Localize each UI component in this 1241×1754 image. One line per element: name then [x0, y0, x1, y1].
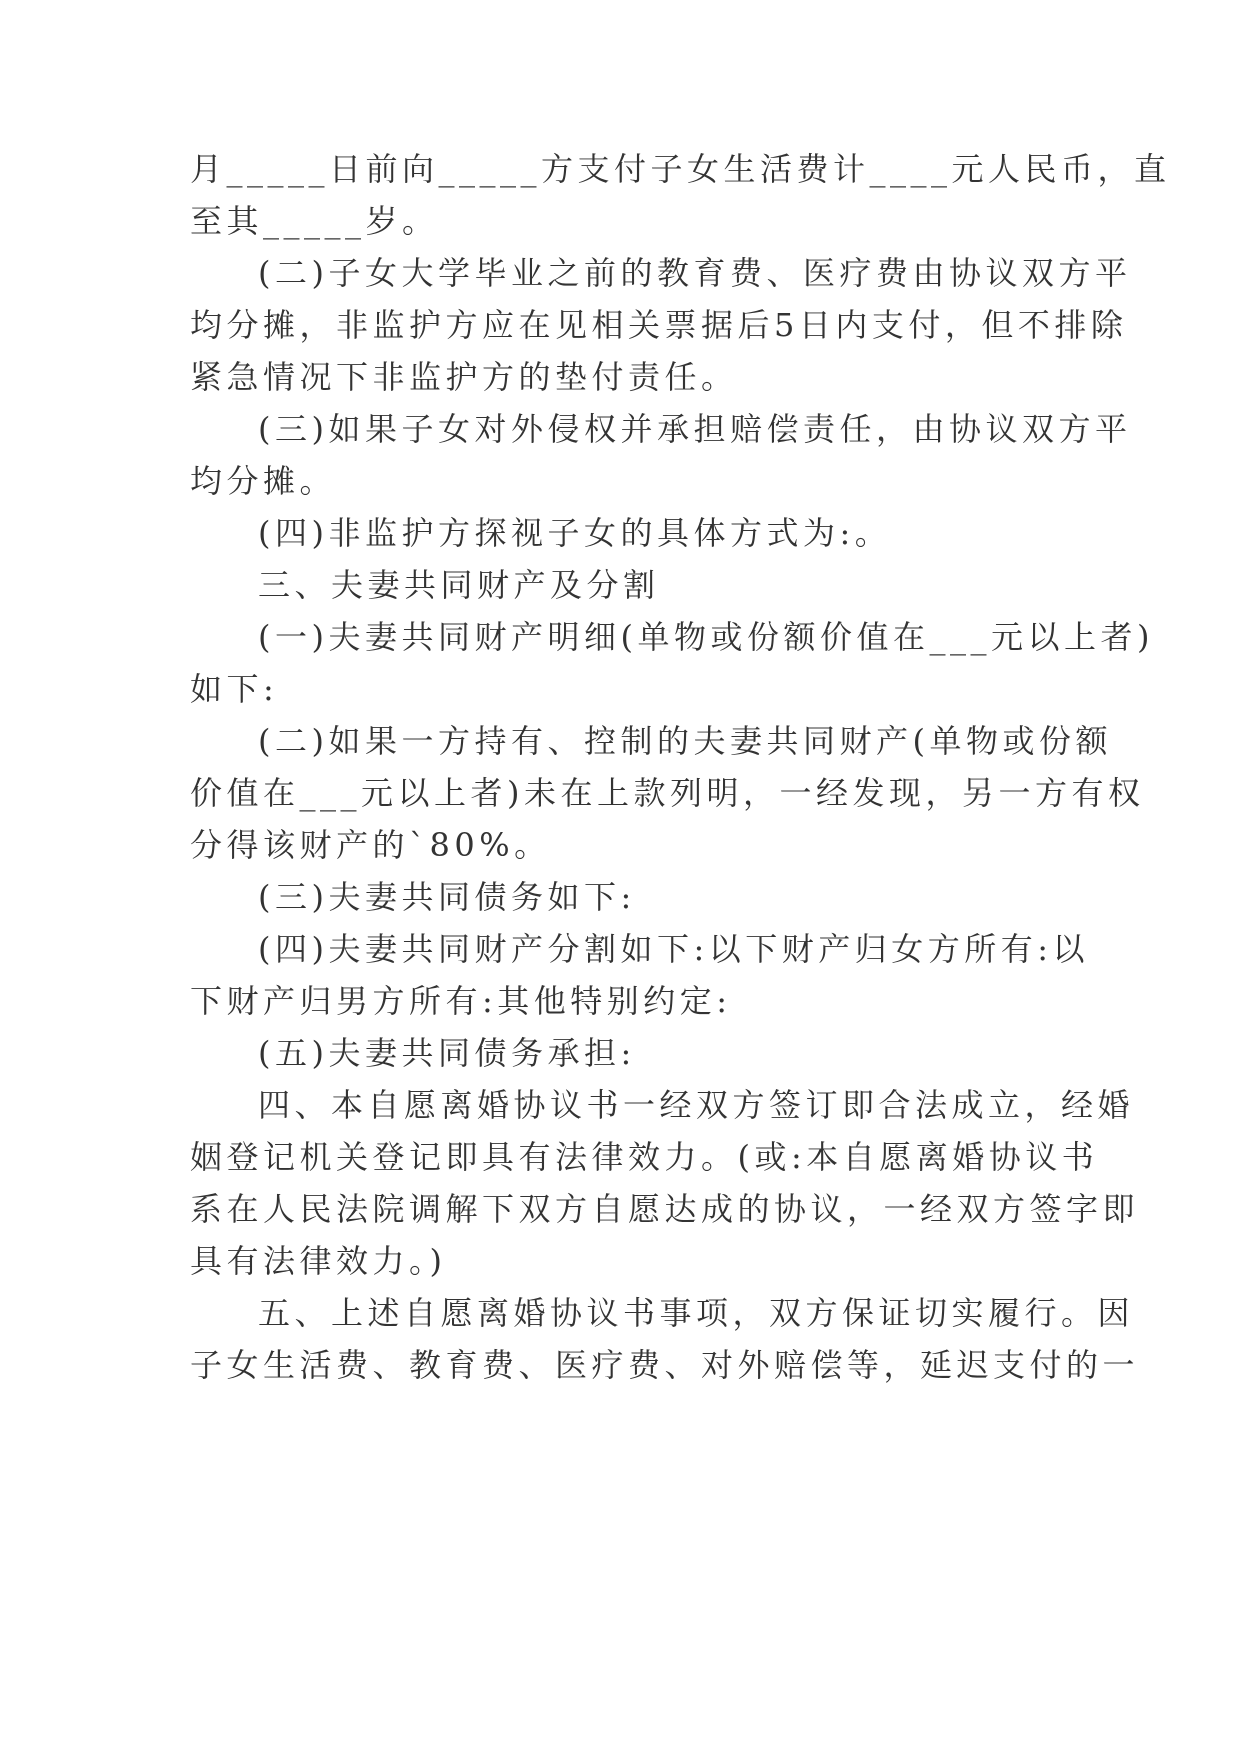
paragraph-line: (五)夫妻共同债务承担:	[258, 1034, 636, 1072]
text-line: 均分摊。	[190, 462, 337, 500]
section-heading: 三、夫妻共同财产及分割	[258, 566, 660, 604]
text-line: 均分摊，非监护方应在见相关票据后5日内支付，但不排除	[190, 306, 1128, 344]
paragraph-line: (四)夫妻共同财产分割如下:以下财产归女方所有:以	[258, 930, 1090, 968]
paragraph-line: (一)夫妻共同财产明细(单物或份额价值在___元以上者)	[258, 618, 1154, 656]
text-line: 价值在___元以上者)未在上款列明，一经发现，另一方有权	[190, 774, 1145, 812]
text-line: 分得该财产的`80%。	[190, 826, 551, 864]
text-line: 系在人民法院调解下双方自愿达成的协议，一经双方签字即	[190, 1190, 1140, 1228]
text-line: 子女生活费、教育费、医疗费、对外赔偿等，延迟支付的一	[190, 1346, 1140, 1384]
paragraph-line: (二)子女大学毕业之前的教育费、医疗费由协议双方平	[258, 254, 1132, 292]
section-heading: 四、本自愿离婚协议书一经双方签订即合法成立，经婚	[258, 1086, 1135, 1124]
section-heading: 五、上述自愿离婚协议书事项，双方保证切实履行。因	[258, 1294, 1135, 1332]
text-line: 至其_____岁。	[190, 202, 439, 240]
paragraph-line: (四)非监护方探视子女的具体方式为:。	[258, 514, 892, 552]
text-line: 紧急情况下非监护方的垫付责任。	[190, 358, 738, 396]
text-line: 如下:	[190, 670, 279, 708]
paragraph-line: (三)如果子女对外侵权并承担赔偿责任，由协议双方平	[258, 410, 1132, 448]
paragraph-line: (二)如果一方持有、控制的夫妻共同财产(单物或份额	[258, 722, 1112, 760]
text-line: 具有法律效力。)	[190, 1242, 447, 1280]
text-line: 姻登记机关登记即具有法律效力。(或:本自愿离婚协议书	[190, 1138, 1099, 1176]
text-line: 月_____日前向_____方支付子女生活费计____元人民币，直	[190, 150, 1171, 188]
text-line: 下财产归男方所有:其他特别约定:	[190, 982, 732, 1020]
paragraph-line: (三)夫妻共同债务如下:	[258, 878, 636, 916]
